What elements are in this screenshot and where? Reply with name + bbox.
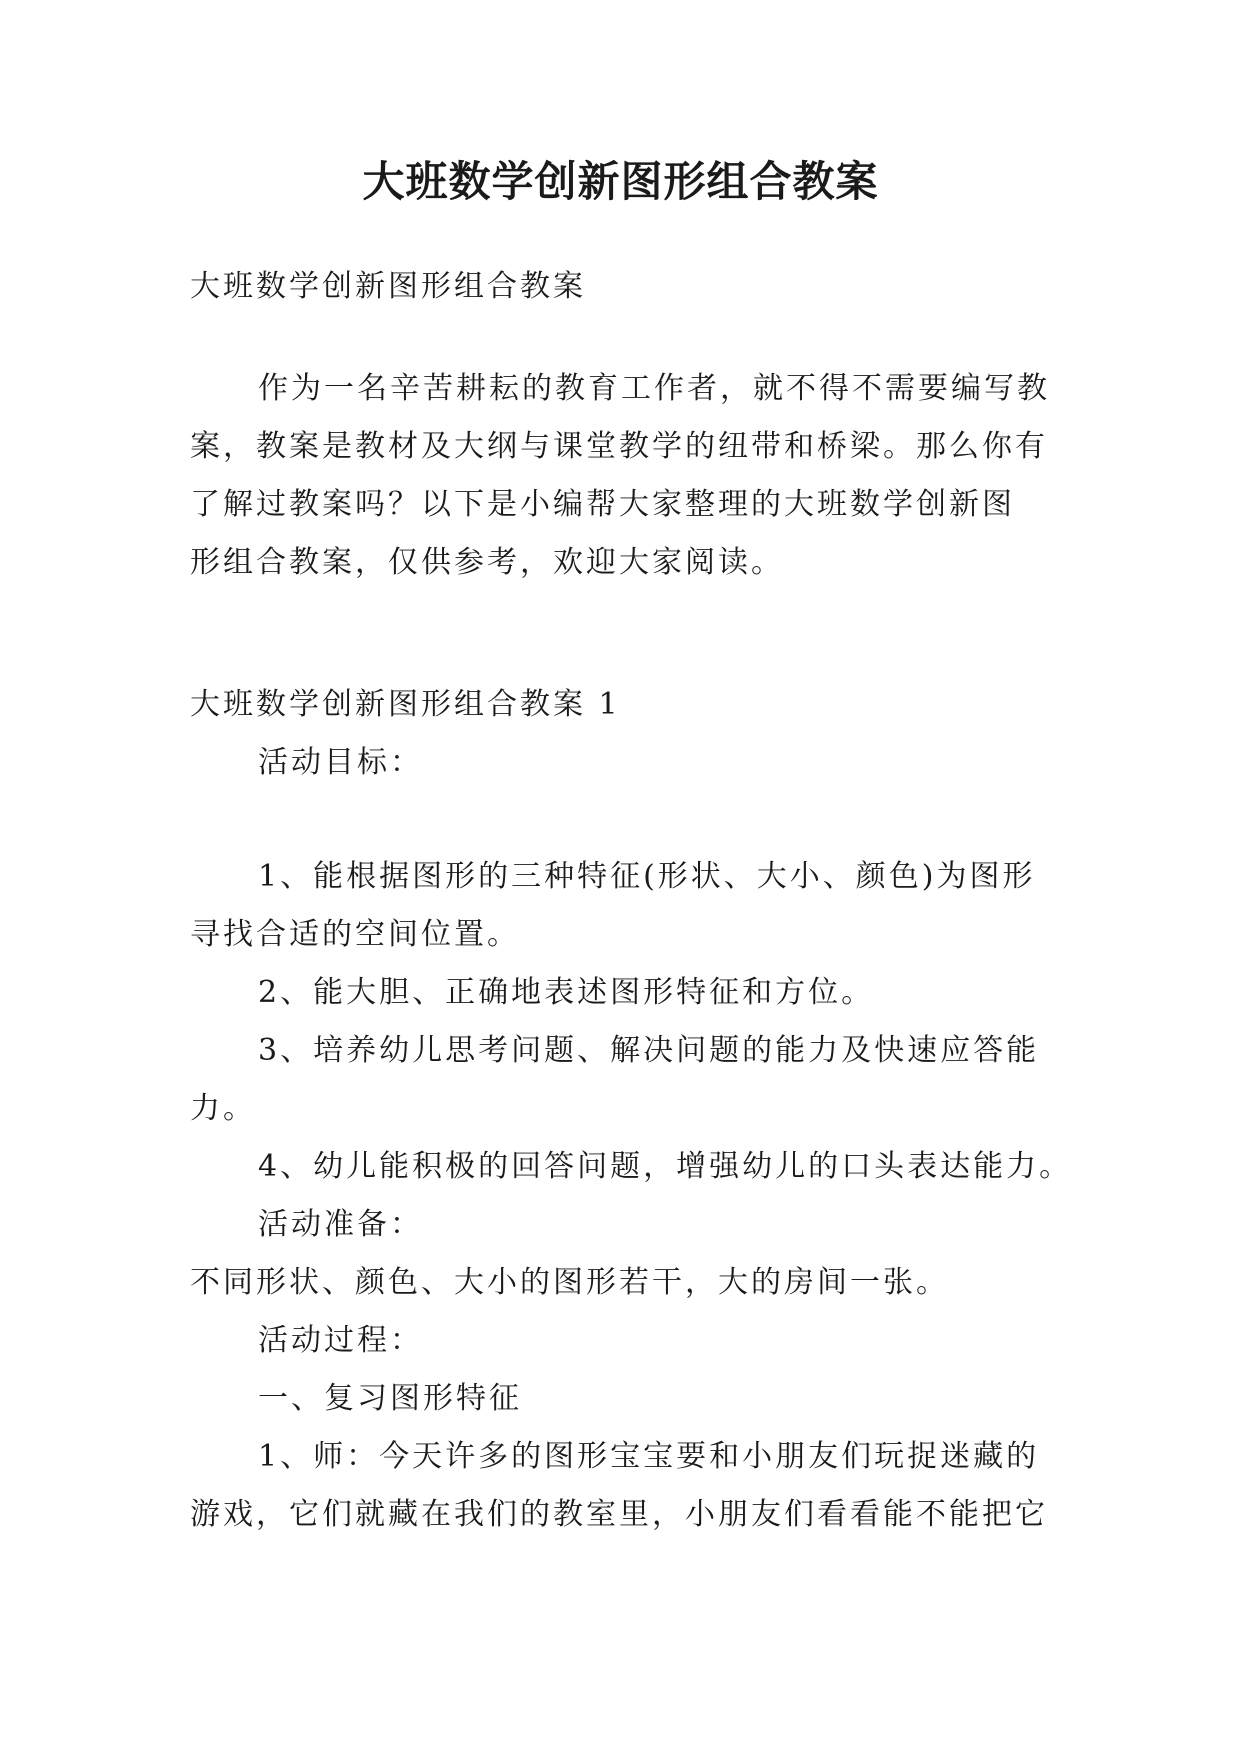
section-title: 大班数学创新图形组合教案 1 — [190, 687, 621, 722]
goal-3-line: 3、培养幼儿思考问题、解决问题的能力及快速应答能 — [258, 1033, 1040, 1068]
step-1-line: 游戏，它们就藏在我们的教室里，小朋友们看看能不能把它 — [190, 1497, 1048, 1532]
section-heading — [190, 676, 1060, 792]
intro-line: 形组合教案，仅供参考，欢迎大家阅读。 — [190, 545, 784, 580]
intro-line: 作为一名辛苦耕耘的教育工作者，就不得不需要编写教 — [258, 371, 1050, 406]
subtitle-text: 大班数学创新图形组合教案 — [190, 269, 586, 304]
goals-heading: 活动目标： — [258, 745, 423, 780]
goal-2: 2、能大胆、正确地表述图形特征和方位。 — [258, 975, 875, 1010]
intro-line: 案，教案是教材及大纲与课堂教学的纽带和桥梁。那么你有 — [190, 429, 1048, 464]
goal-1-line: 寻找合适的空间位置。 — [190, 917, 520, 952]
step-1-line: 1、师：今天许多的图形宝宝要和小朋友们玩捉迷藏的 — [258, 1439, 1040, 1474]
intro-paragraph — [190, 360, 1060, 592]
goal-1-line: 1、能根据图形的三种特征(形状、大小、颜色)为图形 — [258, 859, 1036, 894]
document-subtitle — [190, 258, 1060, 316]
prep-text: 不同形状、颜色、大小的图形若干，大的房间一张。 — [190, 1265, 949, 1300]
goal-3-line: 力。 — [190, 1091, 256, 1126]
process-heading: 活动过程： — [258, 1323, 423, 1358]
intro-line: 了解过教案吗？以下是小编帮大家整理的大班数学创新图 — [190, 487, 1015, 522]
prep-heading: 活动准备： — [258, 1207, 423, 1242]
goal-4: 4、幼儿能积极的回答问题，增强幼儿的口头表达能力。 — [258, 1149, 1073, 1184]
document-title: 大班数学创新图形组合教案 — [362, 157, 879, 206]
goals-list — [190, 848, 1073, 1544]
step-1-heading: 一、复习图形特征 — [258, 1381, 522, 1416]
